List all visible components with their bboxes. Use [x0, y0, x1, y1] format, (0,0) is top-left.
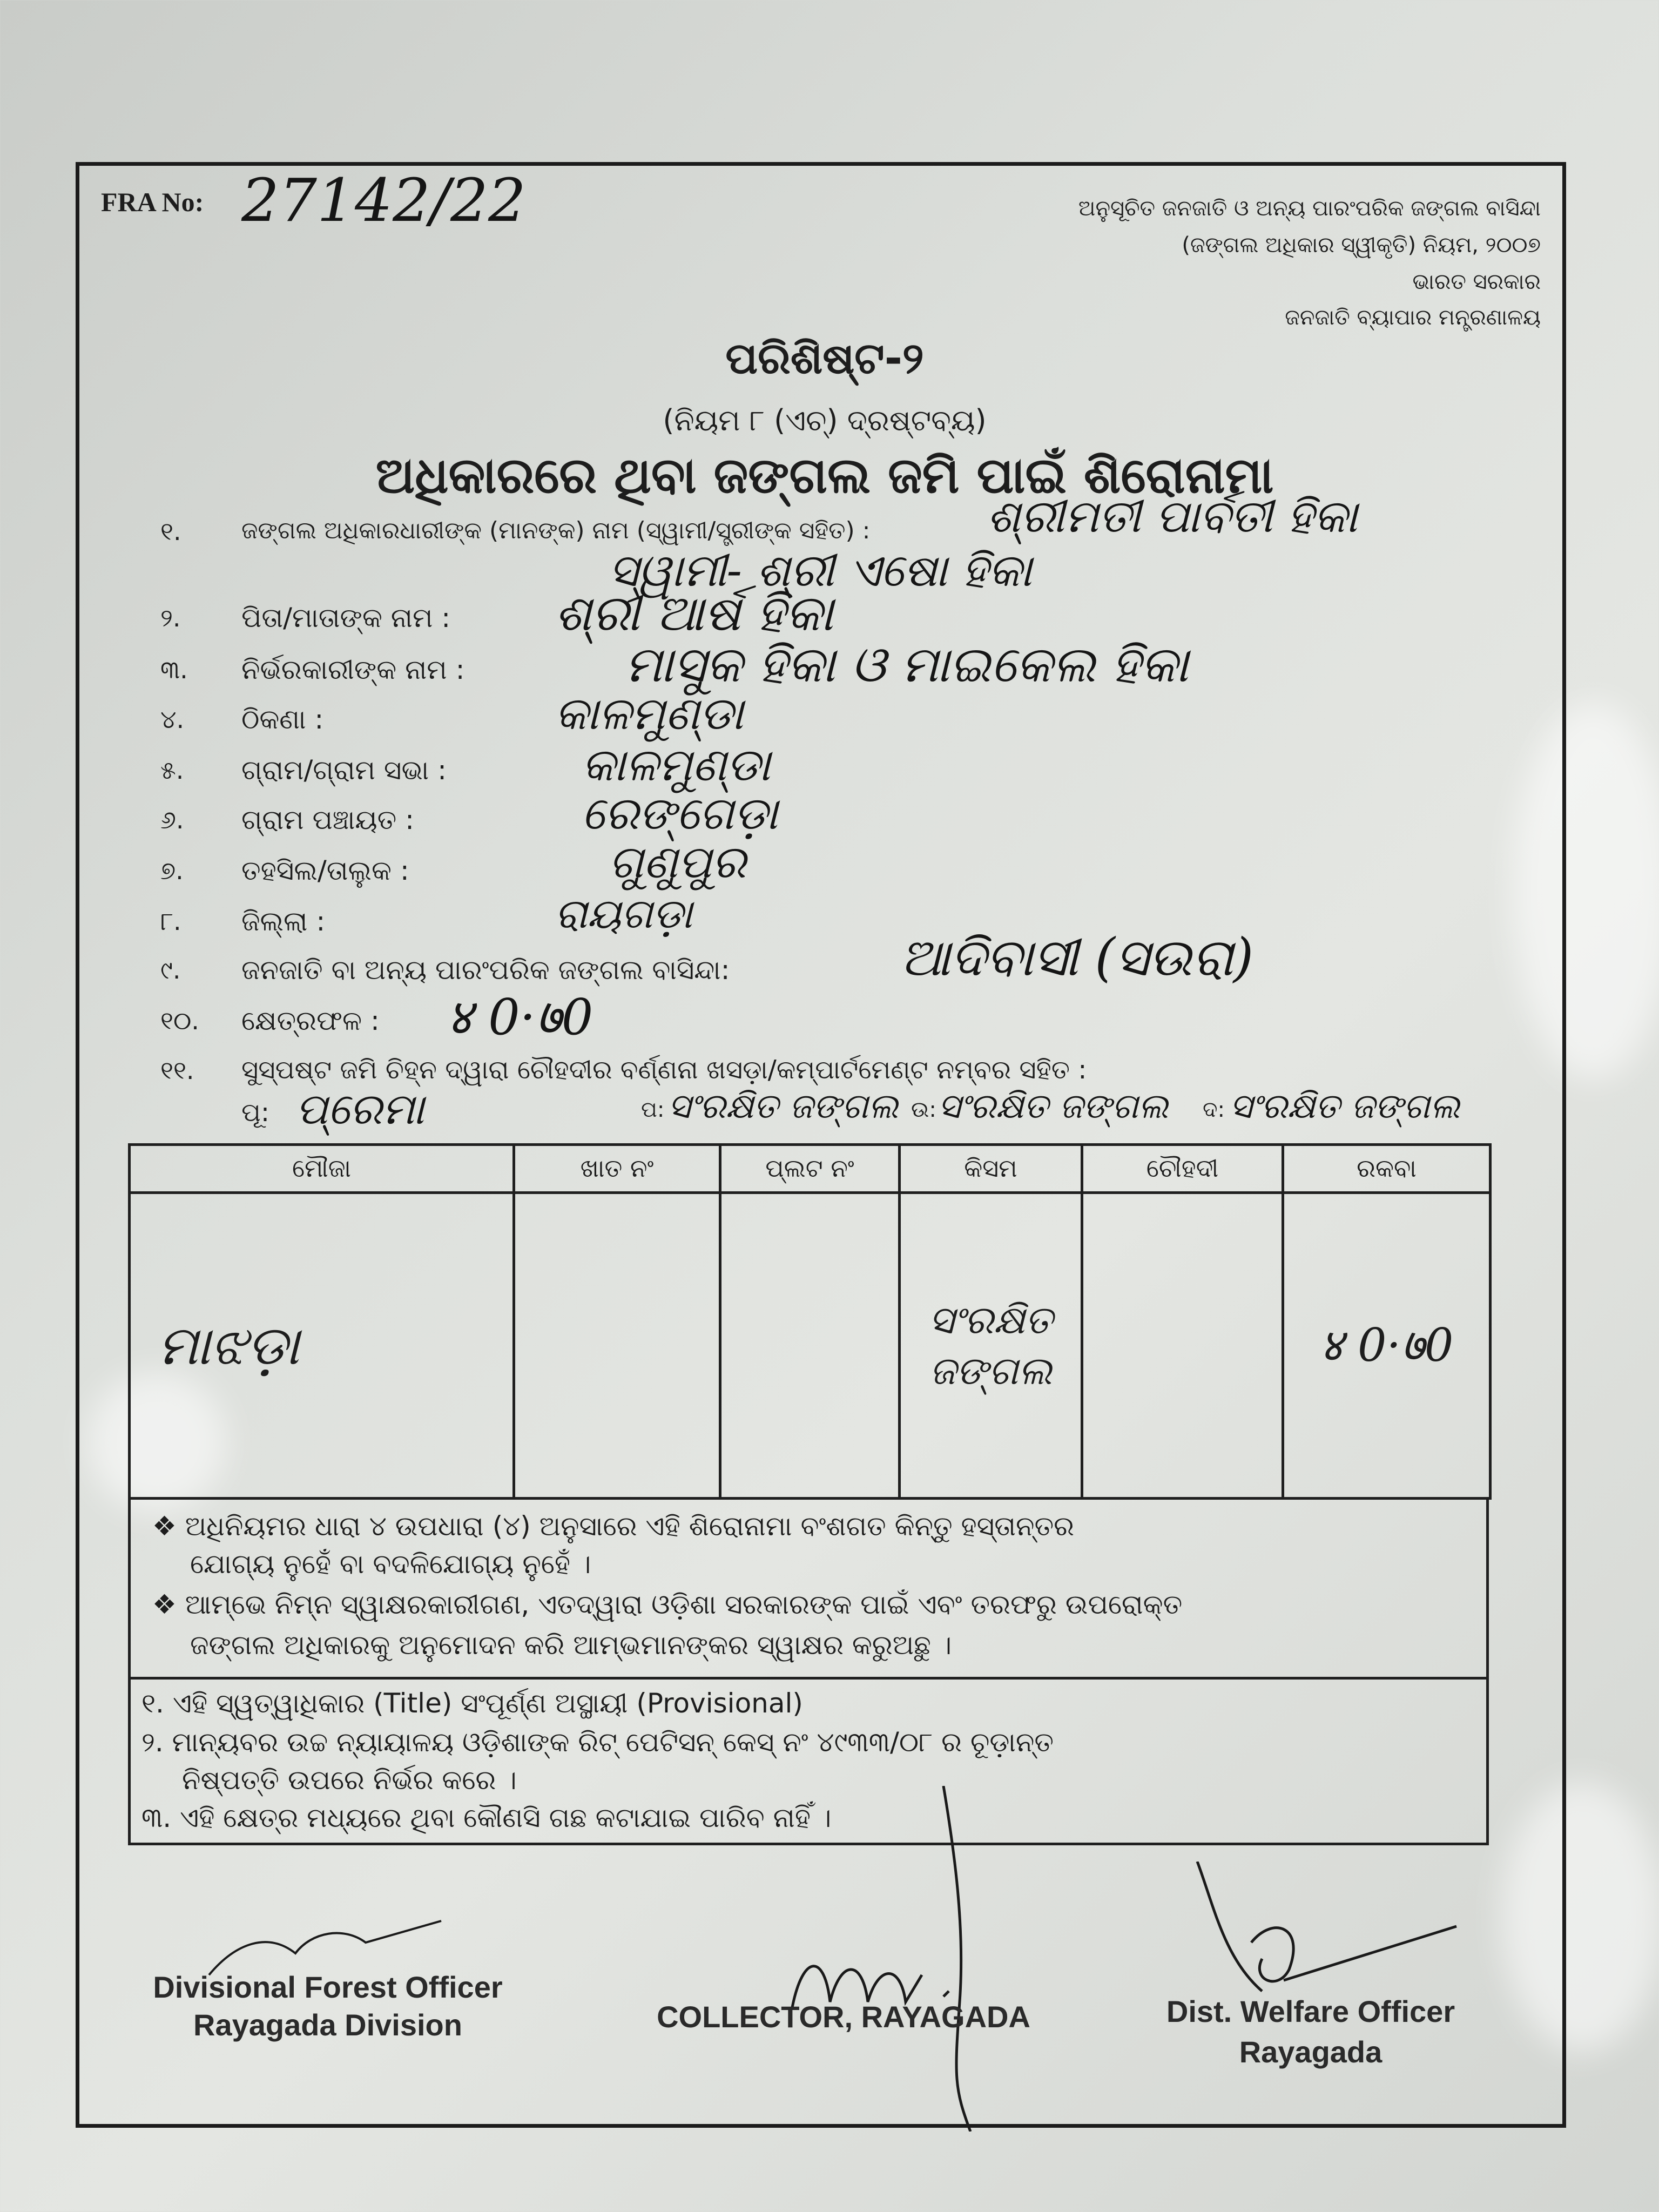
boundary-north-label: ଉ: [911, 1097, 936, 1122]
welfare-officer-district: Rayagada [1239, 2035, 1382, 2069]
field-number: ୮. [160, 907, 181, 936]
field-number: ୪. [160, 705, 185, 734]
boundary-south-value: ସଂରକ୍ଷିତ ଜଙ୍ଗଲ [1230, 1087, 1460, 1127]
cell-kisam: ସଂରକ୍ଷିତ ଜଙ୍ଗଲ [900, 1193, 1082, 1499]
field-value-district: ରାୟଗଡ଼ା [555, 889, 693, 938]
column-header-boundary: ଚୌହଦୀ [1082, 1145, 1283, 1193]
cell-mouza: ମାଝଡ଼ା [130, 1193, 514, 1499]
header-line-4: ଜନଜାତି ବ୍ୟାପାର ମନ୍ତ୍ରଣାଳୟ [1285, 305, 1541, 330]
field-label-district: ଜିଲ୍ଲା : [241, 906, 326, 937]
welfare-officer-title: Dist. Welfare Officer [1166, 1994, 1455, 2028]
field-label-village: ଗ୍ରାମ/ଗ୍ରାମ ସଭା : [241, 754, 447, 786]
form-title: ପରିଶିଷ୍ଟ-୨ [725, 333, 924, 383]
field-value-panchayat: ରେଙ୍ଗେଡ଼ା [582, 787, 778, 840]
header-line-1: ଅନୁସୂଚିତ ଜନଜାତି ଓ ଅନ୍ୟ ପାରଂପରିକ ଜଙ୍ଗଲ ବାସିନ୍ଦା [1078, 196, 1541, 221]
cell-khata-no [514, 1193, 720, 1499]
note-line: ❖ ଅଧିନିୟମର ଧାରା ୪ ଉପଧାରା (୪) ଅନୁସାରେ ଏହି ଶିରୋନାମା ବଂଶଗତ କିନ୍ତୁ ହସ୍ତାନ୍ତର [152, 1510, 1075, 1542]
field-number: ୧୧. [160, 1056, 194, 1085]
cell-plot-no [720, 1193, 900, 1499]
dfo-title: Divisional Forest Officer [153, 1970, 503, 2004]
divider [131, 1677, 1486, 1680]
field-value-village: କାଳମୁଣ୍ଡା [582, 738, 771, 791]
field-value-tribe: ଆଦିବାସୀ (ସଉରା) [900, 927, 1254, 988]
condition-line: ନିଷ୍ପତ୍ତି ଉପରେ ନିର୍ଭର କରେ । [182, 1764, 517, 1796]
table-header-row [130, 1145, 1491, 1193]
field-value-parent-name: ଶ୍ରୀ ଆର୍ଷ ହିକା [555, 584, 834, 642]
column-header-khata-no: ଖାତ ନଂ [514, 1145, 720, 1193]
field-number: ୨. [160, 603, 181, 632]
form-subtitle: (ନିୟମ ୮ (ଏଚ୍) ଦ୍ରଷ୍ଟବ୍ୟ) [663, 403, 987, 437]
boundary-west-label: ପ: [641, 1097, 665, 1122]
boundary-south-label: ଦ: [1203, 1097, 1225, 1122]
field-number: ୧. [160, 517, 181, 546]
note-line: ❖ ଆମ୍ଭେ ନିମ୍ନ ସ୍ୱାକ୍ଷରକାରୀଗଣ, ଏତଦ୍ୱାରା ଓଡ଼ିଶା ସରକାରଙ୍କ ପାଇଁ ଏବଂ ତରଫରୁ ଉପରୋକ୍ତ [152, 1589, 1183, 1620]
field-label-parent-name: ପିତା/ମାତାଙ୍କ ନାମ : [241, 602, 451, 633]
note-line: ଜଙ୍ଗଲ ଅଧିକାରକୁ ଅନୁମୋଦନ କରି ଆମ୍ଭମାନଙ୍କର ସ୍ୱାକ୍ଷର କରୁଅଛୁ । [190, 1629, 952, 1661]
terms-box [128, 1500, 1489, 1845]
collector-title: COLLECTOR, RAYAGADA [657, 2000, 1030, 2034]
dfo-division: Rayagada Division [193, 2008, 462, 2042]
condition-line: ୩. ଏହି କ୍ଷେତ୍ର ମଧ୍ୟରେ ଥିବା କୌଣସି ଗଛ କଟାଯାଇ ପାରିବ ନାହିଁ । [141, 1802, 832, 1833]
field-label-dependents: ନିର୍ଭରକାରୀଙ୍କ ନାମ : [241, 654, 465, 685]
header-line-3: ଭାରତ ସରକାର [1412, 269, 1541, 294]
field-value-address: କାଳମୁଣ୍ଡା [555, 687, 744, 740]
field-label-tribe: ଜନଜାତି ବା ଅନ୍ୟ ପାରଂପରିକ ଜଙ୍ଗଲ ବାସିନ୍ଦା: [241, 954, 730, 986]
form-heading: ଅଧିକାରରେ ଥିବା ଜଙ୍ଗଲ ଜମି ପାଇଁ ଶିରୋନାମା [375, 447, 1274, 504]
field-number: ୬. [160, 805, 184, 834]
field-value-dependents: ମାସୁକ ହିକା ଓ ମାଇକେଲ ହିକା [625, 636, 1189, 693]
table-row [130, 1193, 1491, 1499]
boundary-west-value: ସଂରକ୍ଷିତ ଜଙ୍ଗଲ [668, 1087, 899, 1127]
field-label-address: ଠିକଣା : [241, 704, 324, 735]
condition-line: ୨. ମାନ୍ୟବର ଉଚ୍ଚ ନ୍ୟାୟାଳୟ ଓଡ଼ିଶାଙ୍କ ରିଟ୍ ପେଟିସନ୍ କେସ୍ ନଂ ୪୯୩୩/୦୮ ର ଚୂଡ଼ାନ୍ତ [141, 1727, 1054, 1758]
boundary-east-label: ପୂ: [241, 1097, 270, 1128]
certificate-sheet [76, 162, 1566, 2128]
field-number: ୧୦. [160, 1006, 199, 1035]
fra-number: 27142/22 [241, 166, 526, 235]
field-number: ୯. [160, 955, 181, 984]
column-header-area: ରକବା [1283, 1145, 1491, 1193]
header-line-2: (ଜଙ୍ଗଲ ଅଧିକାର ସ୍ୱୀକୃତି) ନିୟମ, ୨୦୦୭ [1182, 233, 1541, 258]
field-label-panchayat: ଗ୍ରାମ ପଞ୍ଚାୟତ : [241, 804, 415, 835]
field-value-area: ४ 0·७0 [447, 988, 594, 1046]
boundary-north-value: ସଂରକ୍ଷିତ ଜଙ୍ଗଲ [938, 1087, 1169, 1127]
note-line: ଯୋଗ୍ୟ ନୁହେଁ ବା ବଦଳିଯୋଗ୍ୟ ନୁହେଁ । [190, 1548, 591, 1580]
welfare-officer-signature [1186, 1862, 1467, 2002]
fra-label: FRA No: [101, 187, 204, 217]
field-number: ୩. [160, 655, 188, 684]
cell-boundary [1082, 1193, 1283, 1499]
field-label-tehsil: ତହସିଲ/ତାଲୁକ : [241, 855, 409, 886]
column-header-kisam: କିସମ [900, 1145, 1082, 1193]
field-value-tehsil: ଗୁଣୁପୁର [609, 835, 746, 888]
column-header-plot-no: ପ୍ଲଟ ନଂ [720, 1145, 900, 1193]
field-value-spouse: ସ୍ୱାମୀ- ଶ୍ରୀ ଏଷୋ ହିକା [609, 544, 1032, 597]
cell-area: ४ 0·७0 [1283, 1193, 1491, 1499]
field-number: ୭. [160, 856, 184, 885]
field-label-boundary-desc: ସୁସ୍ପଷ୍ଟ ଜମି ଚିହ୍ନ ଦ୍ୱାରା ଚୌହଦୀର ବର୍ଣ୍ଣନା ଖସଡ଼ା/କମ୍ପାର୍ଟମେଣ୍ଟ ନମ୍ବର ସହିତ : [241, 1055, 1087, 1085]
column-header-mouza: ମୌଜା [130, 1145, 514, 1193]
field-label-holder-name: ଜଙ୍ଗଲ ଅଧିକାରଧାରୀଙ୍କ (ମାନଙ୍କ) ନାମ (ସ୍ୱାମୀ/ସ୍ତ୍ରୀଙ୍କ ସହିତ) : [241, 517, 871, 544]
condition-line: ୧. ଏହି ସ୍ୱତ୍ୱାଧିକାର (Title) ସଂପୂର୍ଣ୍ଣ ଅସ୍ଥାୟୀ (Provisional) [141, 1688, 803, 1719]
boundary-east-value: ପ୍ରେମା [295, 1084, 424, 1134]
field-label-area: କ୍ଷେତ୍ରଫଳ : [241, 1005, 380, 1036]
land-details-table [128, 1143, 1492, 1500]
field-number: ୫. [160, 756, 184, 785]
field-value-holder-name: ଶ୍ରୀମତୀ ପାର୍ବତୀ ହିକା [987, 490, 1358, 543]
